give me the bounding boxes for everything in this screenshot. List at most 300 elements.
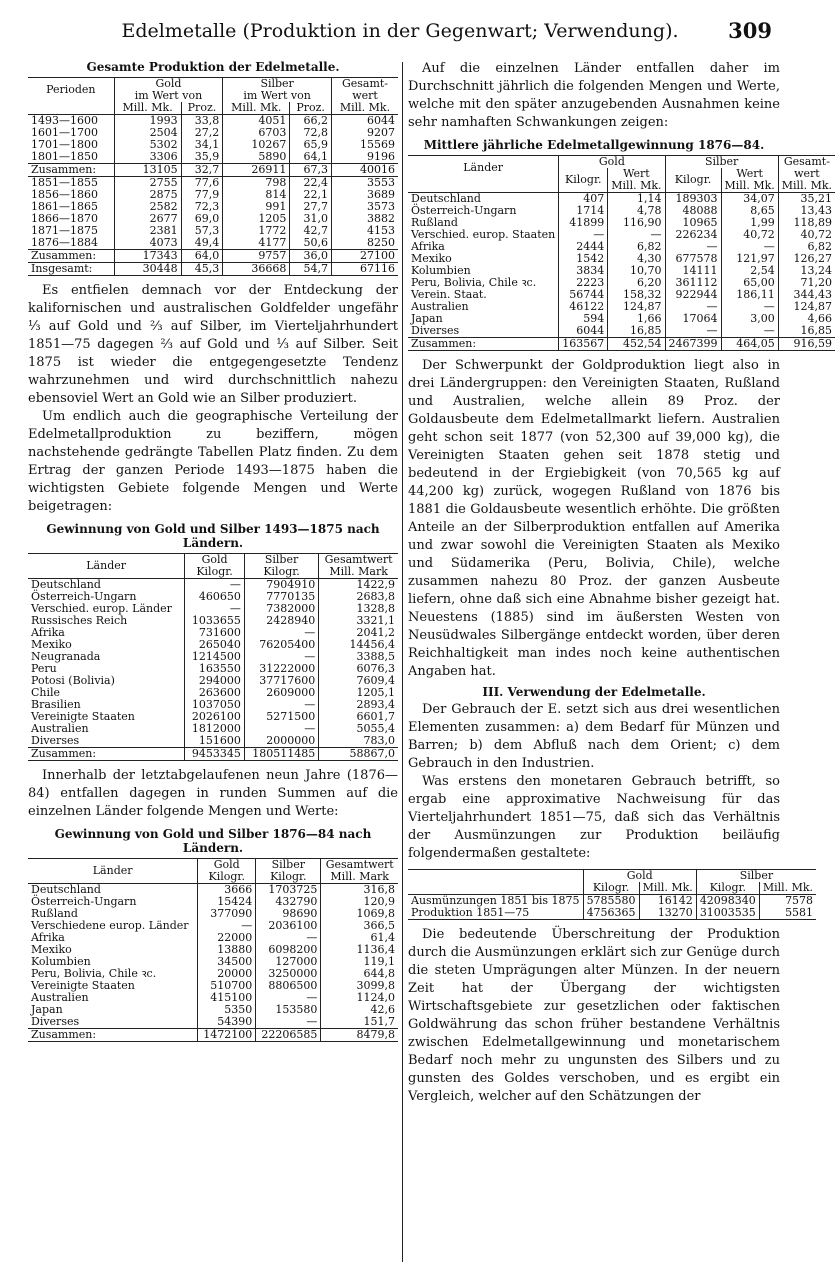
cell-value: 2444 (559, 241, 608, 253)
cell-value: 8250 (331, 237, 398, 250)
cell-value: 16,85 (778, 325, 835, 338)
paragraph: Es entfielen demnach vor der Entdeckung der kalifornischen und australischen Goldfelder ungefähr ⅓ auf Gold und ⅔ auf Silber, im Vierteljahrhundert 1851—75 dagegen ⅔ auf Gold und ⅓ auf Silber. Seit 1875 ist wieder die entgegengesetzte Tendenz wahrzunehmen und wird durchschnittlich nahezu ebensoviel Wert an Gold wie an Silber produziert. (28, 283, 398, 406)
cell-value: 1,66 (608, 313, 665, 325)
cell-value: 814 (223, 189, 290, 201)
cell-value: 37717600 (244, 675, 318, 687)
cell-value: 36668 (223, 263, 290, 276)
row-label: Deutschland (31, 883, 101, 896)
cell-value: 124,87 (608, 301, 665, 313)
cell-value: 1136,4 (321, 944, 398, 956)
cell-value: 464,05 (721, 338, 778, 351)
sub-mm: Mill. Mk. (639, 882, 696, 895)
cell-value: 644,8 (321, 968, 398, 980)
cell-value: 407 (559, 193, 608, 206)
row-label: Vereinigte Staaten (31, 979, 135, 992)
table-row (28, 237, 398, 250)
paragraph: Der Gebrauch der E. setzt sich aus drei wesentlichen Elementen zusammen: a) dem Bedarf für Münzen und Barren; b) dem Abfluß nach dem Orient; c) dem Gebrauch in den Industrien. (408, 702, 780, 771)
table-row (28, 164, 398, 177)
cell-value: 4,78 (608, 205, 665, 217)
cell-value: 2000000 (244, 735, 318, 748)
cell-value: 15569 (331, 139, 398, 151)
table-row (28, 250, 398, 263)
row-label: Afrika (31, 626, 65, 639)
sub-kg: Kilogr. (198, 871, 256, 884)
cell-value: 6601,7 (319, 711, 398, 723)
cell-value: 98690 (256, 908, 321, 920)
cell-value: 40016 (331, 164, 398, 177)
row-label: Verschied. europ. Staaten (411, 228, 556, 241)
cell-value: 3321,1 (319, 615, 398, 627)
cell-value: 56744 (559, 289, 608, 301)
cell-value: 189303 (665, 193, 721, 206)
cell-value: 2893,4 (319, 699, 398, 711)
col-silber: Silber (665, 156, 778, 169)
cell-value: 127000 (256, 956, 321, 968)
col-total: Gesamt- (778, 156, 835, 169)
cell-value: 42,7 (290, 225, 332, 237)
right-column (408, 60, 833, 1106)
cell-value: 26911 (223, 164, 290, 177)
cell-value: 40,72 (778, 229, 835, 241)
paragraph: Der Schwerpunkt der Goldproduktion liegt also in drei Ländergruppen: den Vereinigten Staaten, Rußland und Australien, welche allein 89 Proz. der Goldausbeute dem Edelmetallmarkt liefern. Australien geht schon seit 1877 (von 52,300 auf 39,000 kg), die Vereinigten Staaten gehen seit 1878 stetig und bedeutend in der Ergiebigkeit (von 70,565 kg auf 44,200 kg) zurück, wogegen Rußland von 1876 bis 1881 die Goldausbeute wesentlich erhöhte. Die größten Anteile an der Silberproduktion entfallen auf Amerika und zwar sowohl die Vereinigten Staaten als Mexiko und Südamerika (Peru, Bolivia, Chile), welche zusammen nahezu 80 Proz. der ganzen Ausbeute liefern, ohne daß sich eine Abnahme bisher gezeigt hat. Neuestens (1885) sind im äußersten Westen von Neusüdwales Silbergänge entdeckt worden, über deren Reichhaltigkeit man indes noch keine authentischen Angaben hat. (408, 358, 780, 679)
cell-value: 13880 (198, 944, 256, 956)
col-gold-wert: im Wert von (114, 90, 223, 102)
row-label: 1601—1700 (31, 126, 98, 139)
column-divider (402, 62, 403, 1262)
cell-value: 46122 (559, 301, 608, 313)
sub-mill: Mill. Mk. (331, 102, 398, 115)
cell-value: 66,2 (290, 115, 332, 128)
cell-value: 58867,0 (319, 748, 398, 761)
row-label: 1701—1800 (31, 138, 98, 151)
cell-value: 922944 (665, 289, 721, 301)
cell-value: 677578 (665, 253, 721, 265)
row-label: Japan (31, 1003, 63, 1016)
cell-value: 72,3 (181, 201, 223, 213)
col-silber: Silber (696, 870, 816, 883)
table-row (28, 735, 398, 748)
cell-value: 4051 (223, 115, 290, 128)
cell-value: 151,7 (321, 1016, 398, 1029)
cell-value: 1033655 (185, 615, 245, 627)
cell-value: — (559, 229, 608, 241)
cell-value: 594 (559, 313, 608, 325)
cell-value: 13,43 (778, 205, 835, 217)
row-label: Peru, Bolivia, Chile ꝛc. (31, 967, 157, 980)
row-label: Kolumbien (411, 264, 471, 277)
cell-value: 151600 (185, 735, 245, 748)
cell-value: 77,6 (181, 177, 223, 190)
sub-kg: Kilogr. (696, 882, 759, 895)
cell-value: 64,0 (181, 250, 223, 263)
table-1876-84 (28, 858, 398, 1042)
cell-value: 17343 (114, 250, 181, 263)
row-label: Russisches Reich (31, 614, 128, 627)
cell-value: 31,0 (290, 213, 332, 225)
row-label: 1493—1600 (31, 114, 98, 127)
table-row (408, 907, 816, 920)
cell-value: 3573 (331, 201, 398, 213)
cell-value: 118,89 (778, 217, 835, 229)
paragraph: Was erstens den monetaren Gebrauch betrifft, so ergab eine approximative Nachweisung für das Vierteljahrhundert 1851—75, daß sich das Verhältnis der Ausmünzungen zur Produktion beiläufig folgendermaßen gestaltete: (408, 774, 780, 861)
row-label: Österreich-Ungarn (31, 590, 137, 603)
cell-value: 41899 (559, 217, 608, 229)
col-silber: Silber (223, 78, 332, 91)
cell-value: 3666 (198, 884, 256, 897)
cell-value: 61,4 (321, 932, 398, 944)
cell-value: 3250000 (256, 968, 321, 980)
cell-value: — (721, 241, 778, 253)
cell-value: 377090 (198, 908, 256, 920)
table-row (28, 748, 398, 761)
cell-value: 2683,8 (319, 591, 398, 603)
cell-value: 3388,5 (319, 651, 398, 663)
table-row (28, 932, 398, 944)
cell-value: 731600 (185, 627, 245, 639)
cell-value: 4,66 (778, 313, 835, 325)
cell-value: 1542 (559, 253, 608, 265)
cell-value: 4153 (331, 225, 398, 237)
row-label: 1851—1855 (31, 176, 98, 189)
cell-value: — (665, 301, 721, 313)
col-silber-wert: im Wert von (223, 90, 332, 102)
cell-value: 5271500 (244, 711, 318, 723)
left-column (28, 60, 398, 1042)
paragraph: Die bedeutende Überschreitung der Produktion durch die Ausmünzungen erklärt sich zur Genüge durch die steten Umprägungen alter Münzen. In der neuern Zeit hat der Übergang der wichtigsten Wirtschaftsgebiete zur gesetzlichen oder faktischen Goldwährung das schon früher bestandene Verhältnis zwischen Edelmetallgewinnung und monetarischem Bedarf noch mehr zu ungunsten des Silbers und zu gunsten des Goldes verschoben, und es ergibt ein Vergleich, welcher auf den Schätzungen der (408, 927, 780, 1104)
cell-value: 163567 (559, 338, 608, 351)
row-label: Zusammen: (31, 1028, 97, 1041)
table-production-periods (28, 77, 398, 276)
cell-value: 34500 (198, 956, 256, 968)
col-gold: Gold (185, 554, 245, 567)
cell-value: 5350 (198, 1004, 256, 1016)
row-label: Mexiko (411, 252, 452, 265)
cell-value: 1214500 (185, 651, 245, 663)
table3-title: Gewinnung von Gold und Silber 1876—84 nach Ländern. (54, 827, 372, 855)
col-gold: Gold (198, 859, 256, 872)
cell-value: 163550 (185, 663, 245, 675)
cell-value: 1422,9 (319, 579, 398, 592)
row-label: Rußland (31, 907, 78, 920)
cell-value: 124,87 (778, 301, 835, 313)
cell-value: 1772 (223, 225, 290, 237)
row-label: Diverses (31, 1015, 80, 1028)
cell-value: 432790 (256, 896, 321, 908)
row-label: Produktion 1851—75 (411, 906, 530, 919)
cell-value: 1812000 (185, 723, 245, 735)
cell-value: 226234 (665, 229, 721, 241)
sub-wert: Wert (721, 168, 778, 180)
sub-proz: Proz. (290, 102, 332, 115)
row-label: Mexiko (31, 638, 72, 651)
cell-value: 10,70 (608, 265, 665, 277)
paragraph: Auf die einzelnen Länder entfallen daher im Durchschnitt jährlich die folgenden Mengen und Werte, welche mit den später anzugebenden Ausnahmen keine sehr namhaften Schwankungen zeigen: (408, 61, 780, 130)
cell-value: 1069,8 (321, 908, 398, 920)
cell-value: 13270 (639, 907, 696, 920)
cell-value: 4177 (223, 237, 290, 250)
table-row (408, 325, 835, 338)
row-label: Verschiedene europ. Länder (31, 919, 189, 932)
cell-value: 22,4 (290, 177, 332, 190)
cell-value: 1328,8 (319, 603, 398, 615)
cell-value: — (608, 229, 665, 241)
page-number: 309 (728, 18, 772, 43)
sub-kg: Kilogr. (185, 566, 245, 579)
col-gold: Gold (559, 156, 665, 169)
row-label: Verschied. europ. Länder (31, 602, 172, 615)
col-total-2: wert (331, 90, 398, 102)
cell-value: 27100 (331, 250, 398, 263)
cell-value: 2036100 (256, 920, 321, 932)
cell-value: — (185, 579, 245, 592)
sub-mill: Mill. Mk. (223, 102, 290, 115)
row-label: Zusammen: (31, 249, 97, 262)
cell-value: 57,3 (181, 225, 223, 237)
cell-value: 158,32 (608, 289, 665, 301)
row-label: Deutschland (411, 192, 481, 205)
cell-value: — (256, 932, 321, 944)
cell-value: 13105 (114, 164, 181, 177)
col-silber: Silber (256, 859, 321, 872)
col-total: Gesamt- (331, 78, 398, 91)
cell-value: — (256, 1016, 321, 1029)
cell-value: 42,6 (321, 1004, 398, 1016)
cell-value: 7770135 (244, 591, 318, 603)
cell-value: 1037050 (185, 699, 245, 711)
row-label: Peru (31, 662, 57, 675)
row-label: Diverses (31, 734, 80, 747)
cell-value: 366,5 (321, 920, 398, 932)
cell-value: 6076,3 (319, 663, 398, 675)
row-label: 1876—1884 (31, 236, 98, 249)
running-title: Edelmetalle (Produktion in der Gegenwart; Verwendung). (121, 20, 679, 42)
row-label: 1856—1860 (31, 188, 98, 201)
col-laender: Länder (463, 161, 504, 174)
paragraph: Um endlich auch die geographische Verteilung der Edelmetallproduktion zu beziffern, mögen nachstehende gedrängte Tabellen Platz finden. Zu dem Ertrag der ganzen Periode 1493—1875 haben die wichtigsten Gebiete folgende Mengen und Werte beigetragen: (28, 409, 398, 514)
cell-value: 20000 (198, 968, 256, 980)
cell-value: 9207 (331, 127, 398, 139)
cell-value: 3834 (559, 265, 608, 277)
cell-value: 77,9 (181, 189, 223, 201)
cell-value: — (244, 723, 318, 735)
cell-value: 180511485 (244, 748, 318, 761)
cell-value: 2467399 (665, 338, 721, 351)
cell-value: 2609000 (244, 687, 318, 699)
cell-value: 1,99 (721, 217, 778, 229)
row-label: 1866—1870 (31, 212, 98, 225)
cell-value: 35,9 (181, 151, 223, 164)
cell-value: 6,20 (608, 277, 665, 289)
cell-value: 16142 (639, 895, 696, 908)
table-row (28, 992, 398, 1004)
cell-value: 8479,8 (321, 1029, 398, 1042)
cell-value: 1205,1 (319, 687, 398, 699)
table-row (28, 263, 398, 276)
table1-title: Gesamte Produktion der Edelmetalle. (86, 60, 340, 74)
cell-value: — (198, 920, 256, 932)
row-label: Mexiko (31, 943, 72, 956)
cell-value: 49,4 (181, 237, 223, 250)
cell-value: 316,8 (321, 884, 398, 897)
cell-value: — (244, 699, 318, 711)
cell-value: 34,07 (721, 193, 778, 206)
cell-value: 13,24 (778, 265, 835, 277)
cell-value: 35,21 (778, 193, 835, 206)
col-laender: Länder (92, 864, 133, 877)
cell-value: 1714 (559, 205, 608, 217)
cell-value: 7904910 (244, 579, 318, 592)
sub-mm: Mill. Mk. (778, 180, 835, 193)
cell-value: 361112 (665, 277, 721, 289)
cell-value: 153580 (256, 1004, 321, 1016)
cell-value: 1,14 (608, 193, 665, 206)
cell-value: 7382000 (244, 603, 318, 615)
cell-value: 22,1 (290, 189, 332, 201)
row-label: Zusammen: (31, 747, 97, 760)
cell-value: 5581 (759, 907, 816, 920)
cell-value: 54390 (198, 1016, 256, 1029)
sub-proz: Proz. (181, 102, 223, 115)
cell-value: 452,54 (608, 338, 665, 351)
row-label: Potosi (Bolivia) (31, 674, 115, 687)
cell-value: 116,90 (608, 217, 665, 229)
row-label: Afrika (31, 931, 65, 944)
page-header (0, 0, 800, 52)
cell-value: 50,6 (290, 237, 332, 250)
cell-value: 294000 (185, 675, 245, 687)
cell-value: 17064 (665, 313, 721, 325)
col-total: Gesamtwert (319, 554, 398, 567)
row-label: Deutschland (31, 578, 101, 591)
row-label: Vereinigte Staaten (31, 710, 135, 723)
row-label: Kolumbien (31, 955, 91, 968)
sub-kg: Kilogr. (256, 871, 321, 884)
row-label: Zusammen: (31, 163, 97, 176)
cell-value: 34,1 (181, 139, 223, 151)
cell-value: — (721, 301, 778, 313)
row-label: Neugranada (31, 650, 101, 663)
cell-value: 4756365 (583, 907, 639, 920)
cell-value: 8806500 (256, 980, 321, 992)
cell-value: 64,1 (290, 151, 332, 164)
cell-value: 3,00 (721, 313, 778, 325)
cell-value: 14111 (665, 265, 721, 277)
cell-value: 3553 (331, 177, 398, 190)
paragraph: Innerhalb der letztabgelaufenen neun Jahre (1876—84) entfallen dagegen in runden Summen auf die einzelnen Länder folgende Mengen und Werte: (28, 768, 398, 819)
cell-value: 45,3 (181, 263, 223, 276)
row-label: Rußland (411, 216, 458, 229)
table-coinage (408, 869, 816, 920)
cell-value: 7578 (759, 895, 816, 908)
cell-value: — (665, 241, 721, 253)
cell-value: 40,72 (721, 229, 778, 241)
cell-value: 1703725 (256, 884, 321, 897)
sub-kg: Kilogr. (583, 882, 639, 895)
table-row (28, 1029, 398, 1042)
cell-value: 2041,2 (319, 627, 398, 639)
col-laender: Länder (86, 559, 127, 572)
cell-value: 510700 (198, 980, 256, 992)
cell-value: 69,0 (181, 213, 223, 225)
cell-value: 10267 (223, 139, 290, 151)
cell-value: 5890 (223, 151, 290, 164)
cell-value: 5785580 (583, 895, 639, 908)
cell-value: — (244, 651, 318, 663)
row-label: Australien (411, 300, 469, 313)
cell-value: 2875 (114, 189, 181, 201)
sub-mm: Mill. Mk. (759, 882, 816, 895)
cell-value: 48088 (665, 205, 721, 217)
cell-value: 72,8 (290, 127, 332, 139)
row-label: Diverses (411, 324, 460, 337)
sub-kg: Kilogr. (244, 566, 318, 579)
cell-value: 30448 (114, 263, 181, 276)
table2-title: Gewinnung von Gold und Silber 1493—1875 nach Ländern. (46, 522, 380, 550)
row-label: Japan (411, 312, 443, 325)
cell-value: — (721, 325, 778, 338)
cell-value: 263600 (185, 687, 245, 699)
cell-value: 6703 (223, 127, 290, 139)
cell-value: — (185, 603, 245, 615)
cell-value: 2504 (114, 127, 181, 139)
cell-value: 460650 (185, 591, 245, 603)
row-label: 1871—1875 (31, 224, 98, 237)
col-total: Gesamtwert (321, 859, 398, 872)
cell-value: 2582 (114, 201, 181, 213)
cell-value: 991 (223, 201, 290, 213)
cell-value: 3882 (331, 213, 398, 225)
cell-value: 9757 (223, 250, 290, 263)
row-label: Ausmünzungen 1851 bis 1875 (411, 894, 580, 907)
row-label: Peru, Bolivia, Chile ꝛc. (411, 276, 537, 289)
cell-value: 2381 (114, 225, 181, 237)
sub-mill: Mill. Mk. (114, 102, 181, 115)
cell-value: 32,7 (181, 164, 223, 177)
cell-value: 15424 (198, 896, 256, 908)
cell-value: 265040 (185, 639, 245, 651)
cell-value: 2428940 (244, 615, 318, 627)
cell-value: 67116 (331, 263, 398, 276)
cell-value: 36,0 (290, 250, 332, 263)
row-label: Österreich-Ungarn (31, 895, 137, 908)
cell-value: 2026100 (185, 711, 245, 723)
cell-value: 54,7 (290, 263, 332, 276)
cell-value: 3099,8 (321, 980, 398, 992)
cell-value: 9453345 (185, 748, 245, 761)
cell-value: — (244, 627, 318, 639)
cell-value: 4073 (114, 237, 181, 250)
cell-value: 8,65 (721, 205, 778, 217)
cell-value: 2,54 (721, 265, 778, 277)
cell-value: 22000 (198, 932, 256, 944)
cell-value: 344,43 (778, 289, 835, 301)
cell-value: 6,82 (608, 241, 665, 253)
sub-kg: Kilogr. (559, 168, 608, 193)
cell-value: 6,82 (778, 241, 835, 253)
cell-value: 65,9 (290, 139, 332, 151)
cell-value: 9196 (331, 151, 398, 164)
cell-value: 42098340 (696, 895, 759, 908)
cell-value: 1472100 (198, 1029, 256, 1042)
table-row (28, 1016, 398, 1029)
table-row (408, 338, 835, 351)
col-periods: Perioden (46, 83, 96, 96)
col-gold: Gold (583, 870, 696, 883)
cell-value: 3689 (331, 189, 398, 201)
cell-value: 65,00 (721, 277, 778, 289)
cell-value: 783,0 (319, 735, 398, 748)
cell-value: 3306 (114, 151, 181, 164)
